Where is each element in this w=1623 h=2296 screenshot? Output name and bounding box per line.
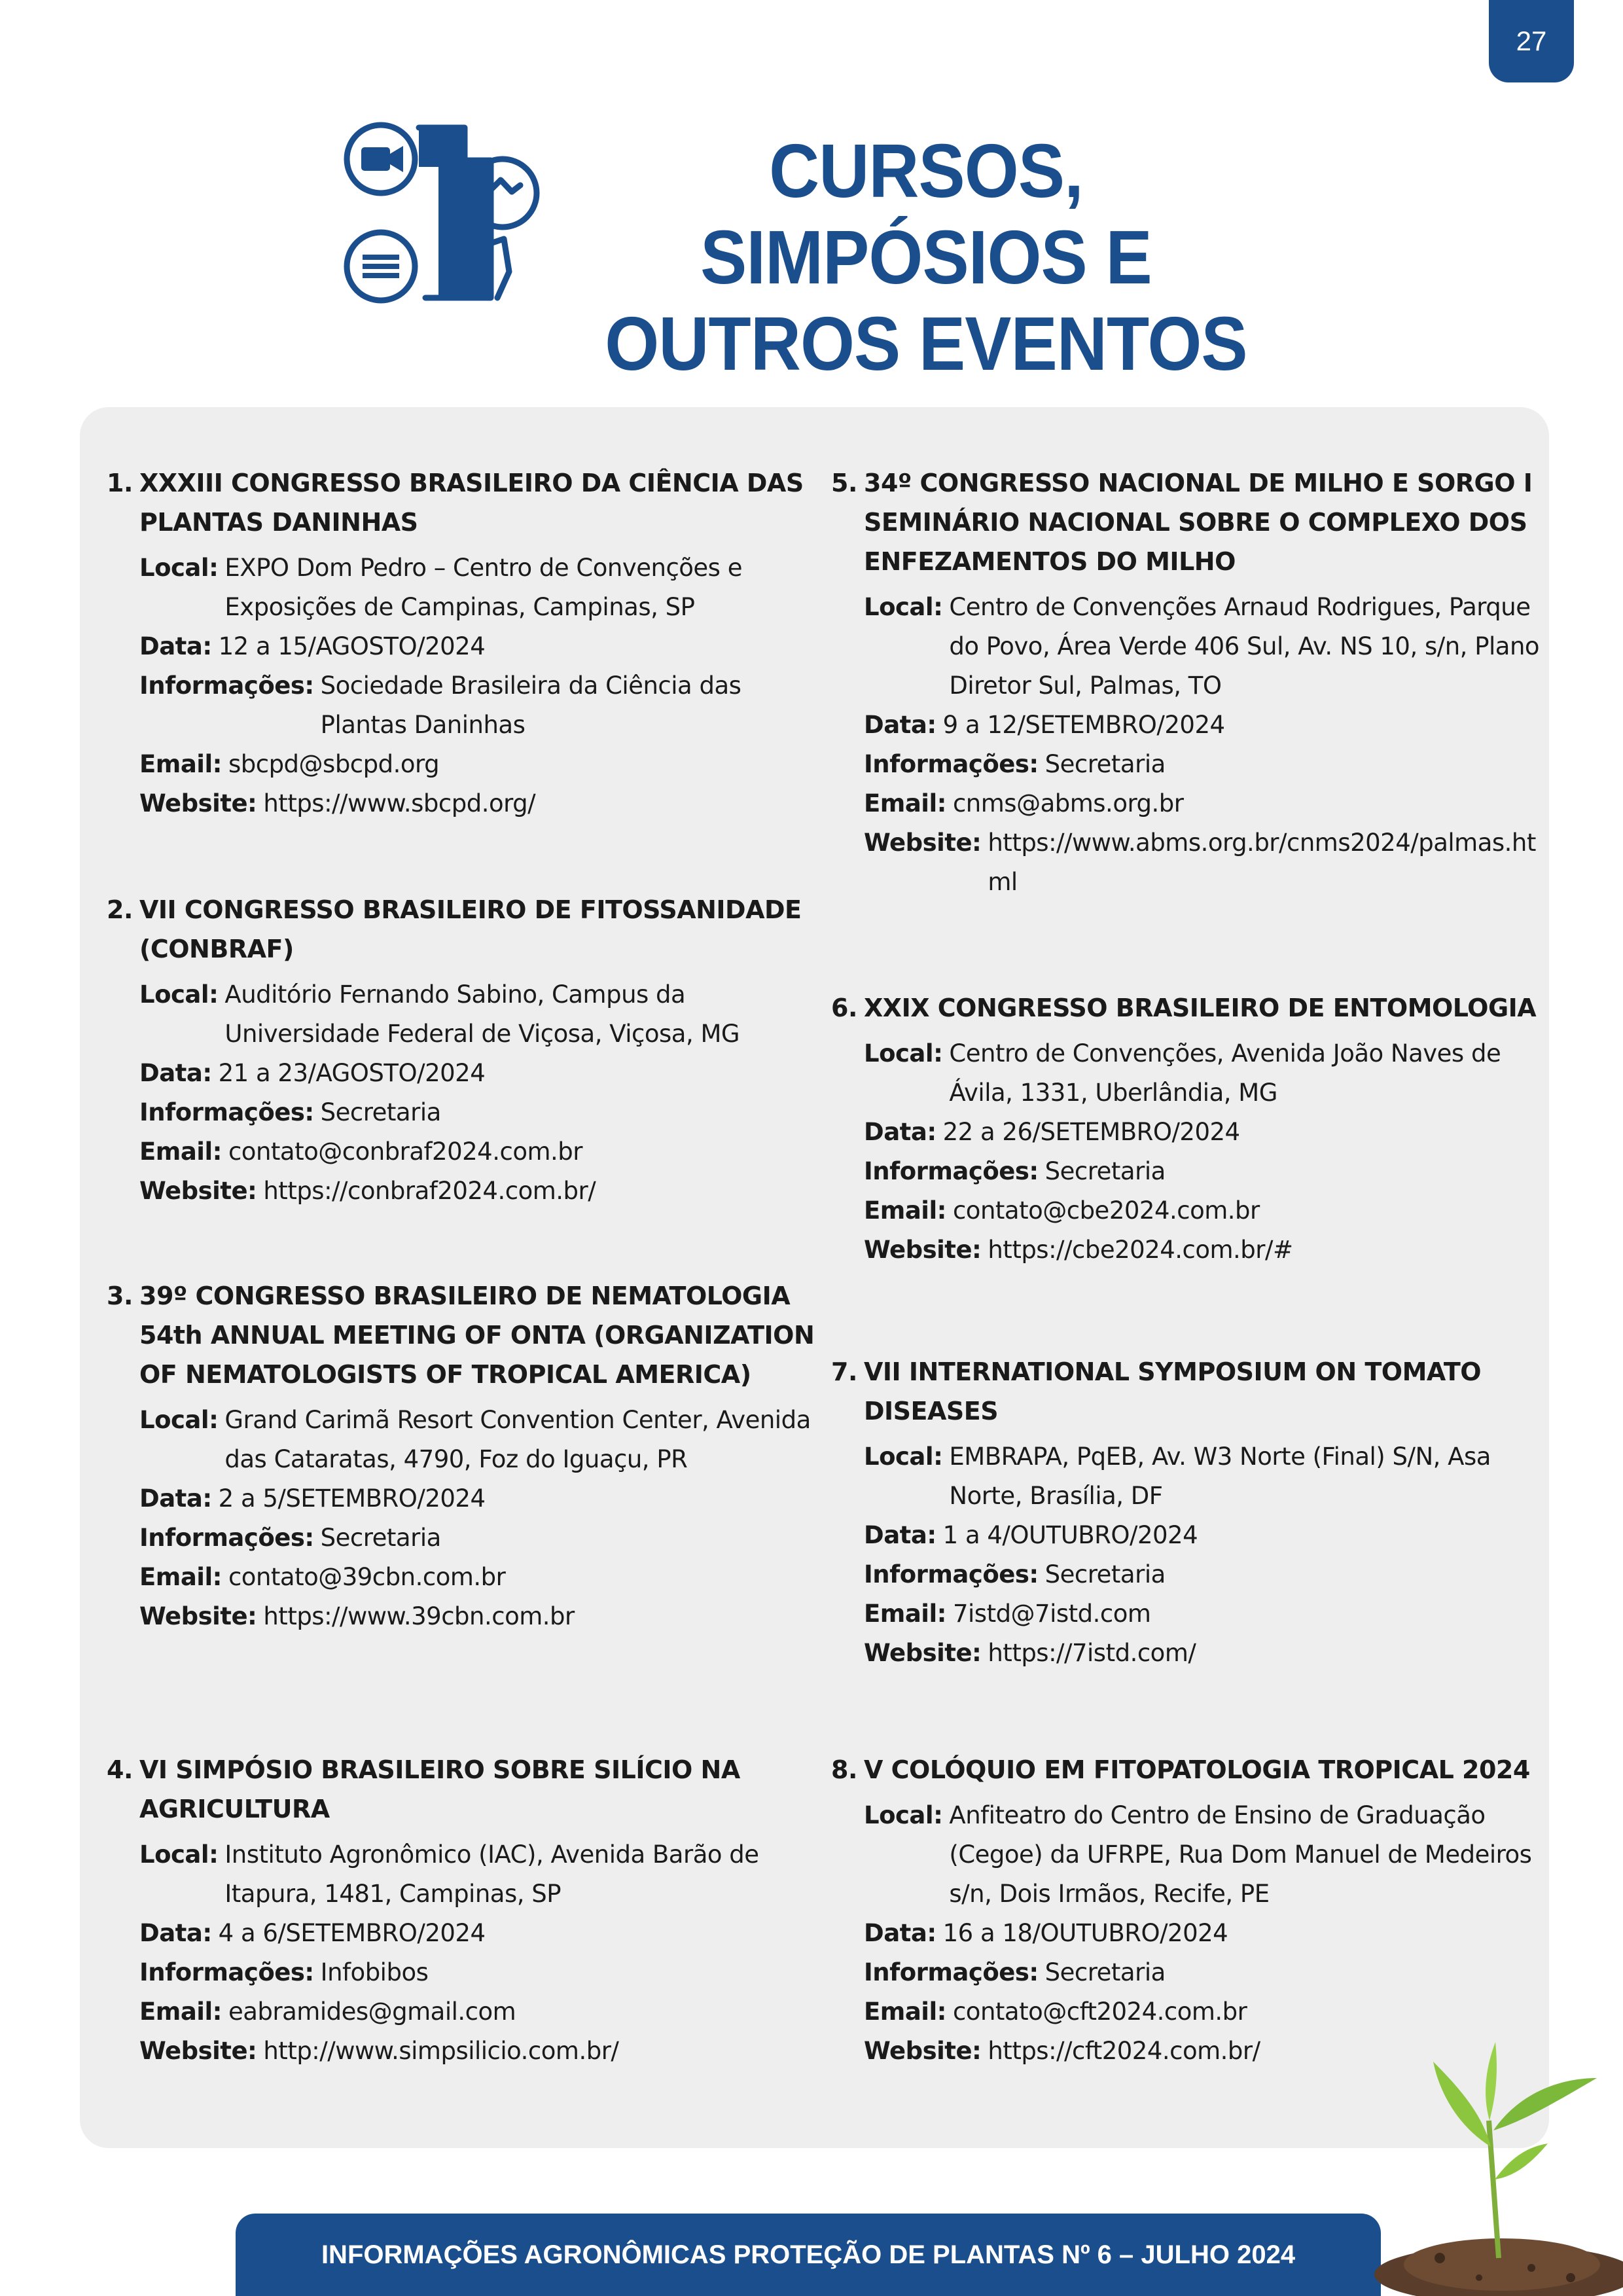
event-info: Infobibos (320, 1958, 429, 1986)
event-website-row (139, 1172, 827, 1211)
event-item (831, 988, 1551, 1270)
event-date: 1 a 4/OUTUBRO/2024 (942, 1521, 1198, 1549)
date-label: Data: (864, 1919, 936, 1947)
event-number: 6. (831, 994, 857, 1022)
email-label: Email: (139, 1563, 222, 1591)
website-label: Website: (864, 2037, 982, 2065)
event-email-row (864, 1191, 1551, 1230)
event-title-text: VII CONGRESSO BRASILEIRO DE FITOSSANIDADE (CONBRAF) (139, 895, 802, 963)
date-label: Data: (139, 1919, 212, 1947)
event-email-row (139, 745, 827, 784)
event-local: Anfiteatro do Centro de Ensino de Graduação (Cegoe) da UFRPE, Rua Dom Manuel de Medeiros s/n, Dois Irmãos, Recife, PE (949, 1801, 1532, 1908)
event-details (831, 1437, 1551, 1673)
event-website-row (864, 1230, 1551, 1270)
website-label: Website: (139, 1177, 257, 1205)
local-label: Local: (139, 1406, 219, 1434)
event-number: 7. (831, 1357, 857, 1386)
event-website-row (139, 784, 827, 823)
event-local: Grand Carimã Resort Convention Center, Avenida das Cataratas, 4790, Foz do Iguaçu, PR (224, 1406, 811, 1473)
event-info-row (139, 1953, 827, 1992)
event-local-row (864, 1437, 1551, 1516)
event-email-link[interactable]: 7istd@7istd.com (952, 1600, 1151, 1628)
website-label: Website: (139, 1602, 257, 1630)
event-number: 1. (107, 469, 133, 497)
event-item (107, 890, 827, 1211)
website-label: Website: (864, 1639, 982, 1667)
event-date: 12 a 15/AGOSTO/2024 (218, 632, 486, 660)
local-label: Local: (864, 1801, 943, 1829)
info-label: Informações: (139, 1098, 314, 1126)
event-local: EMBRAPA, PqEB, Av. W3 Norte (Final) S/N, Asa Norte, Brasília, DF (949, 1443, 1491, 1510)
event-local-row (864, 1034, 1551, 1113)
event-item (831, 1352, 1551, 1673)
email-label: Email: (864, 1196, 946, 1225)
event-local: Auditório Fernando Sabino, Campus da Universidade Federal de Viçosa, Viçosa, MG (224, 980, 740, 1048)
event-info-row (139, 1518, 827, 1558)
event-item (107, 463, 827, 823)
event-title-text: XXXIII CONGRESSO BRASILEIRO DA CIÊNCIA DAS PLANTAS DANINHAS (139, 469, 804, 537)
event-date-row (864, 706, 1551, 745)
website-label: Website: (139, 789, 257, 817)
event-title (107, 1276, 827, 1394)
date-label: Data: (864, 711, 936, 739)
event-email-link[interactable]: contato@conbraf2024.com.br (228, 1138, 582, 1166)
event-info-row (139, 666, 827, 745)
event-email-row (864, 784, 1551, 823)
event-date: 2 a 5/SETEMBRO/2024 (218, 1484, 486, 1513)
event-website-link[interactable]: https://7istd.com/ (988, 1639, 1196, 1667)
event-title (107, 463, 827, 542)
event-item (107, 1750, 827, 2071)
event-local: Instituto Agronômico (IAC), Avenida Barão de Itapura, 1481, Campinas, SP (224, 1840, 759, 1908)
event-info: Secretaria (1044, 1560, 1166, 1588)
event-date: 16 a 18/OUTUBRO/2024 (942, 1919, 1228, 1947)
info-label: Informações: (864, 1157, 1039, 1185)
event-date-row (864, 1113, 1551, 1152)
event-local-row (139, 975, 827, 1054)
event-number: 2. (107, 895, 133, 924)
event-email-row (139, 1558, 827, 1597)
event-email-link[interactable]: cnms@abms.org.br (952, 789, 1184, 817)
event-website-link[interactable]: https://www.39cbn.com.br (263, 1602, 575, 1630)
event-email-link[interactable]: contato@cbe2024.com.br (952, 1196, 1260, 1225)
event-title-text: VI SIMPÓSIO BRASILEIRO SOBRE SILÍCIO NA AGRICULTURA (139, 1755, 740, 1823)
footer-bar (236, 2214, 1381, 2296)
event-info-row (864, 1555, 1551, 1594)
event-info: Sociedade Brasileira da Ciência das Plantas Daninhas (320, 672, 741, 739)
date-label: Data: (139, 1484, 212, 1513)
event-local: Centro de Convenções, Avenida João Naves de Ávila, 1331, Uberlândia, MG (949, 1039, 1501, 1107)
event-date-row (139, 1054, 827, 1093)
event-title-text: 39º CONGRESSO BRASILEIRO DE NEMATOLOGIA 54th ANNUAL MEETING OF ONTA (ORGANIZATION OF NEMATOLOGISTS OF TROPICAL AMERICA) (139, 1282, 815, 1389)
event-info: Secretaria (1044, 1157, 1166, 1185)
events-media-icon (340, 115, 543, 311)
footer-text: INFORMAÇÕES AGRONÔMICAS PROTEÇÃO DE PLANTAS Nº 6 – JULHO 2024 (321, 2240, 1296, 2269)
local-label: Local: (139, 980, 219, 1009)
info-label: Informações: (864, 1958, 1039, 1986)
email-label: Email: (864, 789, 946, 817)
info-label: Informações: (864, 750, 1039, 778)
event-email-link[interactable]: sbcpd@sbcpd.org (228, 750, 440, 778)
event-date-row (139, 1914, 827, 1953)
event-website-link[interactable]: http://www.simpsilicio.com.br/ (263, 2037, 619, 2065)
info-label: Informações: (139, 672, 314, 700)
event-date: 21 a 23/AGOSTO/2024 (218, 1059, 486, 1087)
event-title (831, 1750, 1551, 1789)
event-email-row (139, 1132, 827, 1172)
event-info: Secretaria (1044, 750, 1166, 778)
event-info: Secretaria (320, 1524, 441, 1552)
date-label: Data: (139, 632, 212, 660)
event-number: 8. (831, 1755, 857, 1784)
local-label: Local: (139, 554, 219, 582)
event-info-row (864, 1953, 1551, 1992)
event-date: 4 a 6/SETEMBRO/2024 (218, 1919, 486, 1947)
seedling-soil-icon (1361, 2016, 1623, 2296)
event-email-row (864, 1594, 1551, 1634)
event-details (107, 548, 827, 823)
date-label: Data: (139, 1059, 212, 1087)
event-local-row (864, 588, 1551, 706)
event-website-link[interactable]: https://cbe2024.com.br/# (988, 1236, 1293, 1264)
email-label: Email: (139, 1998, 222, 2026)
local-label: Local: (864, 593, 943, 621)
event-details (107, 975, 827, 1211)
event-number: 3. (107, 1282, 133, 1310)
event-email-link[interactable]: contato@cft2024.com.br (952, 1998, 1247, 2026)
event-website-row (139, 2032, 827, 2071)
event-title (831, 463, 1551, 581)
event-website-link[interactable]: https://www.sbcpd.org/ (263, 789, 536, 817)
event-date-row (139, 1479, 827, 1518)
date-label: Data: (864, 1521, 936, 1549)
event-local-row (139, 1401, 827, 1479)
event-item (831, 463, 1551, 902)
event-number: 4. (107, 1755, 133, 1784)
event-title (107, 1750, 827, 1829)
event-info-row (139, 1093, 827, 1132)
event-details (831, 1034, 1551, 1270)
event-details (107, 1835, 827, 2071)
event-title (107, 890, 827, 969)
event-local: Centro de Convenções Arnaud Rodrigues, Parque do Povo, Área Verde 406 Sul, Av. NS 10, s/n, Plano Diretor Sul, Palmas, TO (949, 593, 1540, 700)
info-label: Informações: (139, 1958, 314, 1986)
event-date-row (139, 627, 827, 666)
event-title (831, 1352, 1551, 1431)
event-website-link[interactable]: https://conbraf2024.com.br/ (263, 1177, 596, 1205)
event-date: 9 a 12/SETEMBRO/2024 (942, 711, 1225, 739)
email-label: Email: (139, 1138, 222, 1166)
event-website-link[interactable]: https://cft2024.com.br/ (988, 2037, 1260, 2065)
local-label: Local: (139, 1840, 219, 1869)
event-email-link[interactable]: eabramides@gmail.com (228, 1998, 516, 2026)
event-details (107, 1401, 827, 1636)
event-title-text: XXIX CONGRESSO BRASILEIRO DE ENTOMOLOGIA (864, 994, 1537, 1022)
website-label: Website: (864, 1236, 982, 1264)
event-local-row (139, 1835, 827, 1914)
event-local-row (864, 1796, 1551, 1914)
info-label: Informações: (139, 1524, 314, 1552)
event-website-row (864, 1634, 1551, 1673)
page-number: 27 (1489, 0, 1574, 82)
event-website-link[interactable]: https://www.abms.org.br/cnms2024/palmas.html (988, 829, 1536, 896)
event-date-row (864, 1914, 1551, 1953)
website-label: Website: (864, 829, 982, 857)
email-label: Email: (864, 1998, 946, 2026)
event-email-row (139, 1992, 827, 2032)
event-date: 22 a 26/SETEMBRO/2024 (942, 1118, 1240, 1146)
local-label: Local: (864, 1443, 943, 1471)
event-website-row (864, 823, 1551, 902)
event-title (831, 988, 1551, 1028)
email-label: Email: (139, 750, 222, 778)
event-title-text: VII INTERNATIONAL SYMPOSIUM ON TOMATO DISEASES (864, 1357, 1482, 1426)
title-line-2: OUTROS EVENTOS (605, 301, 1247, 386)
event-info: Secretaria (320, 1098, 441, 1126)
event-email-link[interactable]: contato@39cbn.com.br (228, 1563, 506, 1591)
event-item (107, 1276, 827, 1636)
event-local: EXPO Dom Pedro – Centro de Convenções e Exposições de Campinas, Campinas, SP (224, 554, 742, 621)
date-label: Data: (864, 1118, 936, 1146)
page-title (580, 128, 1272, 387)
info-label: Informações: (864, 1560, 1039, 1588)
local-label: Local: (864, 1039, 943, 1067)
event-info: Secretaria (1044, 1958, 1166, 1986)
event-number: 5. (831, 469, 857, 497)
website-label: Website: (139, 2037, 257, 2065)
event-title-text: 34º CONGRESSO NACIONAL DE MILHO E SORGO I SEMINÁRIO NACIONAL SOBRE O COMPLEXO DOS ENFEZAMENTOS DO MILHO (864, 469, 1533, 576)
event-info-row (864, 745, 1551, 784)
event-date-row (864, 1516, 1551, 1555)
event-title-text: V COLÓQUIO EM FITOPATOLOGIA TROPICAL 2024 (864, 1755, 1530, 1784)
email-label: Email: (864, 1600, 946, 1628)
event-details (831, 588, 1551, 902)
event-info-row (864, 1152, 1551, 1191)
event-website-row (139, 1597, 827, 1636)
title-line-1: CURSOS, SIMPÓSIOS E (700, 128, 1152, 300)
event-local-row (139, 548, 827, 627)
